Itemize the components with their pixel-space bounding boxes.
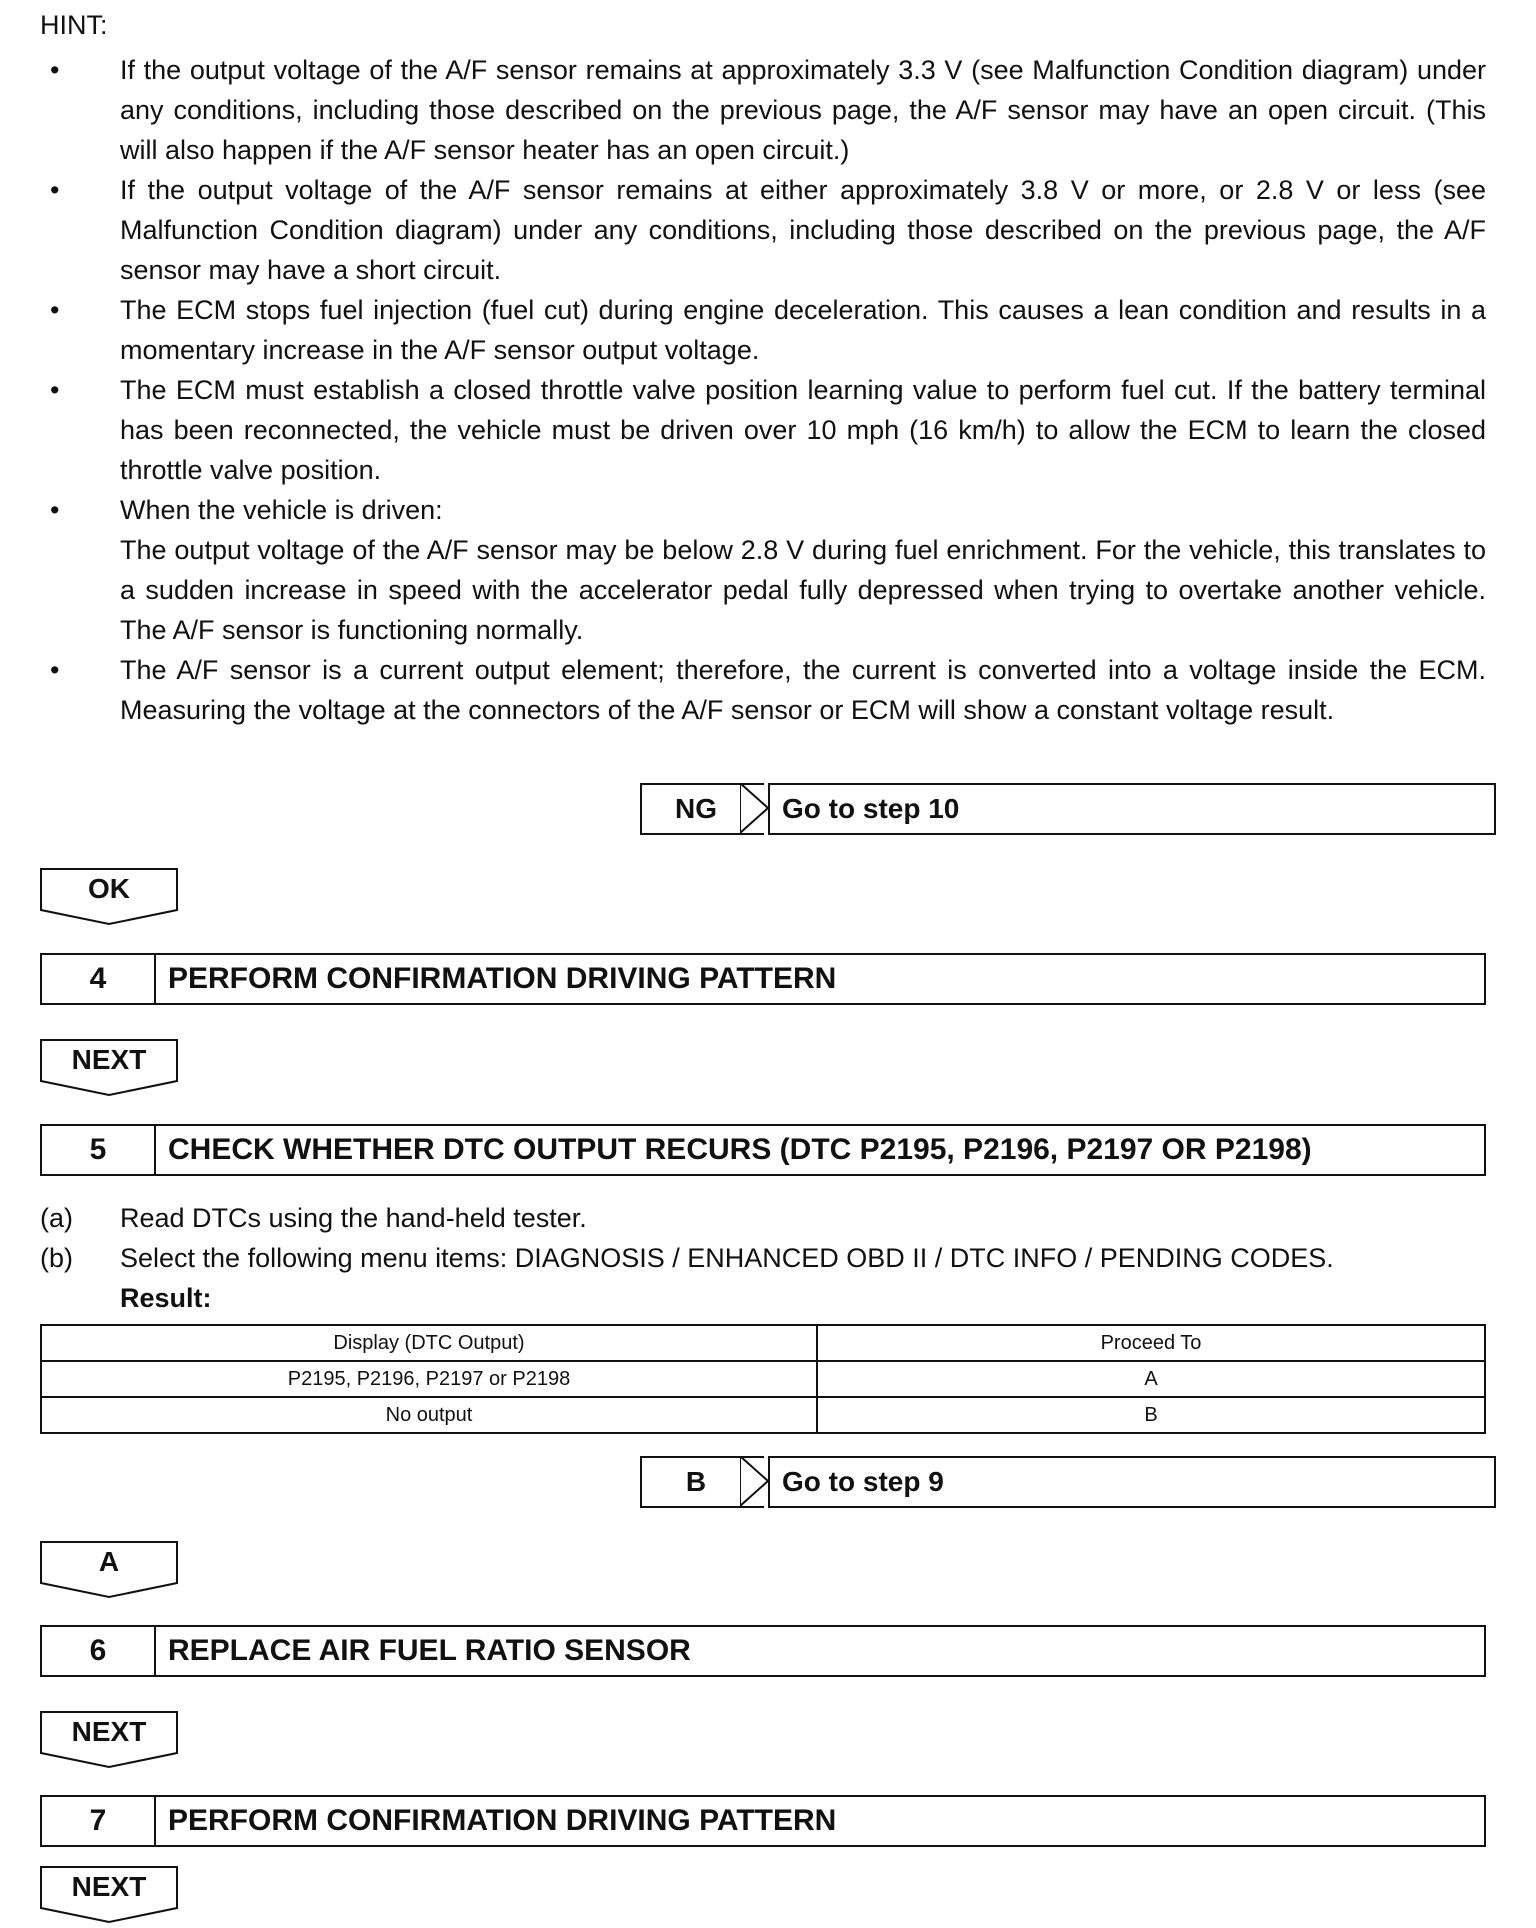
table-cell: P2195, P2196, P2197 or P2198 bbox=[41, 1361, 817, 1397]
step-5-header bbox=[40, 1124, 1486, 1176]
b-redirect[interactable] bbox=[640, 1456, 1490, 1508]
hint-text: When the vehicle is driven: bbox=[120, 495, 443, 525]
result-code: NG bbox=[675, 793, 717, 824]
flow-tag-label: NEXT bbox=[71, 1871, 147, 1902]
flow-tag-label: A bbox=[98, 1546, 120, 1577]
flow-tag-label: NEXT bbox=[71, 1044, 147, 1075]
hint-text: The A/F sensor is a current output element; therefore, the current is converted into a voltage inside the ECM. Measuring the voltage at the connectors of the A/F sensor or ECM will show a constant voltage result. bbox=[120, 655, 1486, 725]
result-table bbox=[40, 1324, 1486, 1434]
hint-text: The ECM stops fuel injection (fuel cut) during engine deceleration. This causes a lean condition and results in a momentary increase in the A/F sensor output voltage. bbox=[120, 295, 1486, 365]
hint-item bbox=[40, 290, 1486, 370]
bullet-marker: • bbox=[50, 375, 60, 405]
ok-flow-tag[interactable] bbox=[40, 868, 178, 926]
step-title: CHECK WHETHER DTC OUTPUT RECURS (DTC P2195, P2196, P2197 OR P2198) bbox=[168, 1133, 1312, 1166]
step-number: 6 bbox=[42, 1627, 156, 1675]
instruction-text: Select the following menu items: DIAGNOSIS / ENHANCED OBD II / DTC INFO / PENDING CODES. bbox=[120, 1243, 1334, 1273]
hint-item bbox=[40, 490, 1486, 650]
instruction-marker: (a) bbox=[40, 1203, 73, 1233]
hint-text: If the output voltage of the A/F sensor remains at approximately 3.3 V (see Malfunction Condition diagram) under any conditions, including those described on the previous page, the A/F sensor may have an open circuit. (This will also happen if the A/F sensor heater has an open circuit.) bbox=[120, 55, 1486, 165]
bullet-marker: • bbox=[50, 655, 60, 685]
step-number: 7 bbox=[42, 1797, 156, 1845]
a-flow-tag[interactable] bbox=[40, 1541, 178, 1599]
flow-tag-label: OK bbox=[88, 873, 130, 904]
step-7-header bbox=[40, 1795, 1486, 1847]
result-code: B bbox=[685, 1466, 707, 1497]
result-label: Result: bbox=[120, 1283, 212, 1313]
table-row bbox=[41, 1397, 1485, 1433]
table-cell: No output bbox=[41, 1397, 817, 1433]
hint-item bbox=[40, 650, 1486, 730]
table-cell: A bbox=[817, 1361, 1485, 1397]
next-flow-tag[interactable] bbox=[40, 1039, 178, 1097]
bullet-marker: • bbox=[50, 495, 60, 525]
ng-redirect[interactable] bbox=[640, 783, 1490, 835]
hint-text-continued: The output voltage of the A/F sensor may be below 2.8 V during fuel enrichment. For the vehicle, this translates to a sudden increase in speed with the accelerator pedal fully depressed when trying to overtake another vehicle. The A/F sensor is functioning normally. bbox=[120, 535, 1486, 645]
chevron-right-icon bbox=[740, 1456, 770, 1508]
hint-list bbox=[40, 50, 1486, 730]
column-header: Proceed To bbox=[817, 1325, 1485, 1361]
table-row bbox=[41, 1361, 1485, 1397]
table-header-row bbox=[41, 1325, 1485, 1361]
go-to-step-link[interactable]: Go to step 9 bbox=[768, 1456, 1496, 1508]
hint-item bbox=[40, 170, 1486, 290]
hint-text: The ECM must establish a closed throttle valve position learning value to perform fuel cut. If the battery terminal has been reconnected, the vehicle must be driven over 10 mph (16 km/h) to allow the ECM to learn the closed throttle valve position. bbox=[120, 375, 1486, 485]
bullet-marker: • bbox=[50, 55, 60, 85]
bullet-marker: • bbox=[50, 295, 60, 325]
step-4-header bbox=[40, 953, 1486, 1005]
table-cell: B bbox=[817, 1397, 1485, 1433]
flow-tag-label: NEXT bbox=[71, 1716, 147, 1747]
next-flow-tag[interactable] bbox=[40, 1711, 178, 1769]
hint-text: If the output voltage of the A/F sensor remains at either approximately 3.8 V or more, or 2.8 V or less (see Malfunction Condition diagram) under any conditions, including those described on the previous page, the A/F sensor may have a short circuit. bbox=[120, 175, 1486, 285]
instruction-item bbox=[40, 1238, 1490, 1278]
step-number: 5 bbox=[42, 1126, 156, 1174]
instruction-text: Read DTCs using the hand-held tester. bbox=[120, 1203, 587, 1233]
go-to-step-link[interactable]: Go to step 10 bbox=[768, 783, 1496, 835]
step-number: 4 bbox=[42, 955, 156, 1003]
column-header: Display (DTC Output) bbox=[41, 1325, 817, 1361]
hint-item bbox=[40, 370, 1486, 490]
step-title: PERFORM CONFIRMATION DRIVING PATTERN bbox=[168, 962, 837, 995]
hint-label: HINT: bbox=[40, 10, 108, 40]
step-5-instructions bbox=[40, 1198, 1490, 1278]
instruction-item bbox=[40, 1198, 1490, 1238]
step-title: REPLACE AIR FUEL RATIO SENSOR bbox=[168, 1634, 691, 1667]
step-6-header bbox=[40, 1625, 1486, 1677]
next-flow-tag[interactable] bbox=[40, 1866, 178, 1924]
instruction-marker: (b) bbox=[40, 1243, 73, 1273]
bullet-marker: • bbox=[50, 175, 60, 205]
step-title: PERFORM CONFIRMATION DRIVING PATTERN bbox=[168, 1804, 837, 1837]
chevron-right-icon bbox=[740, 783, 770, 835]
hint-item bbox=[40, 50, 1486, 170]
